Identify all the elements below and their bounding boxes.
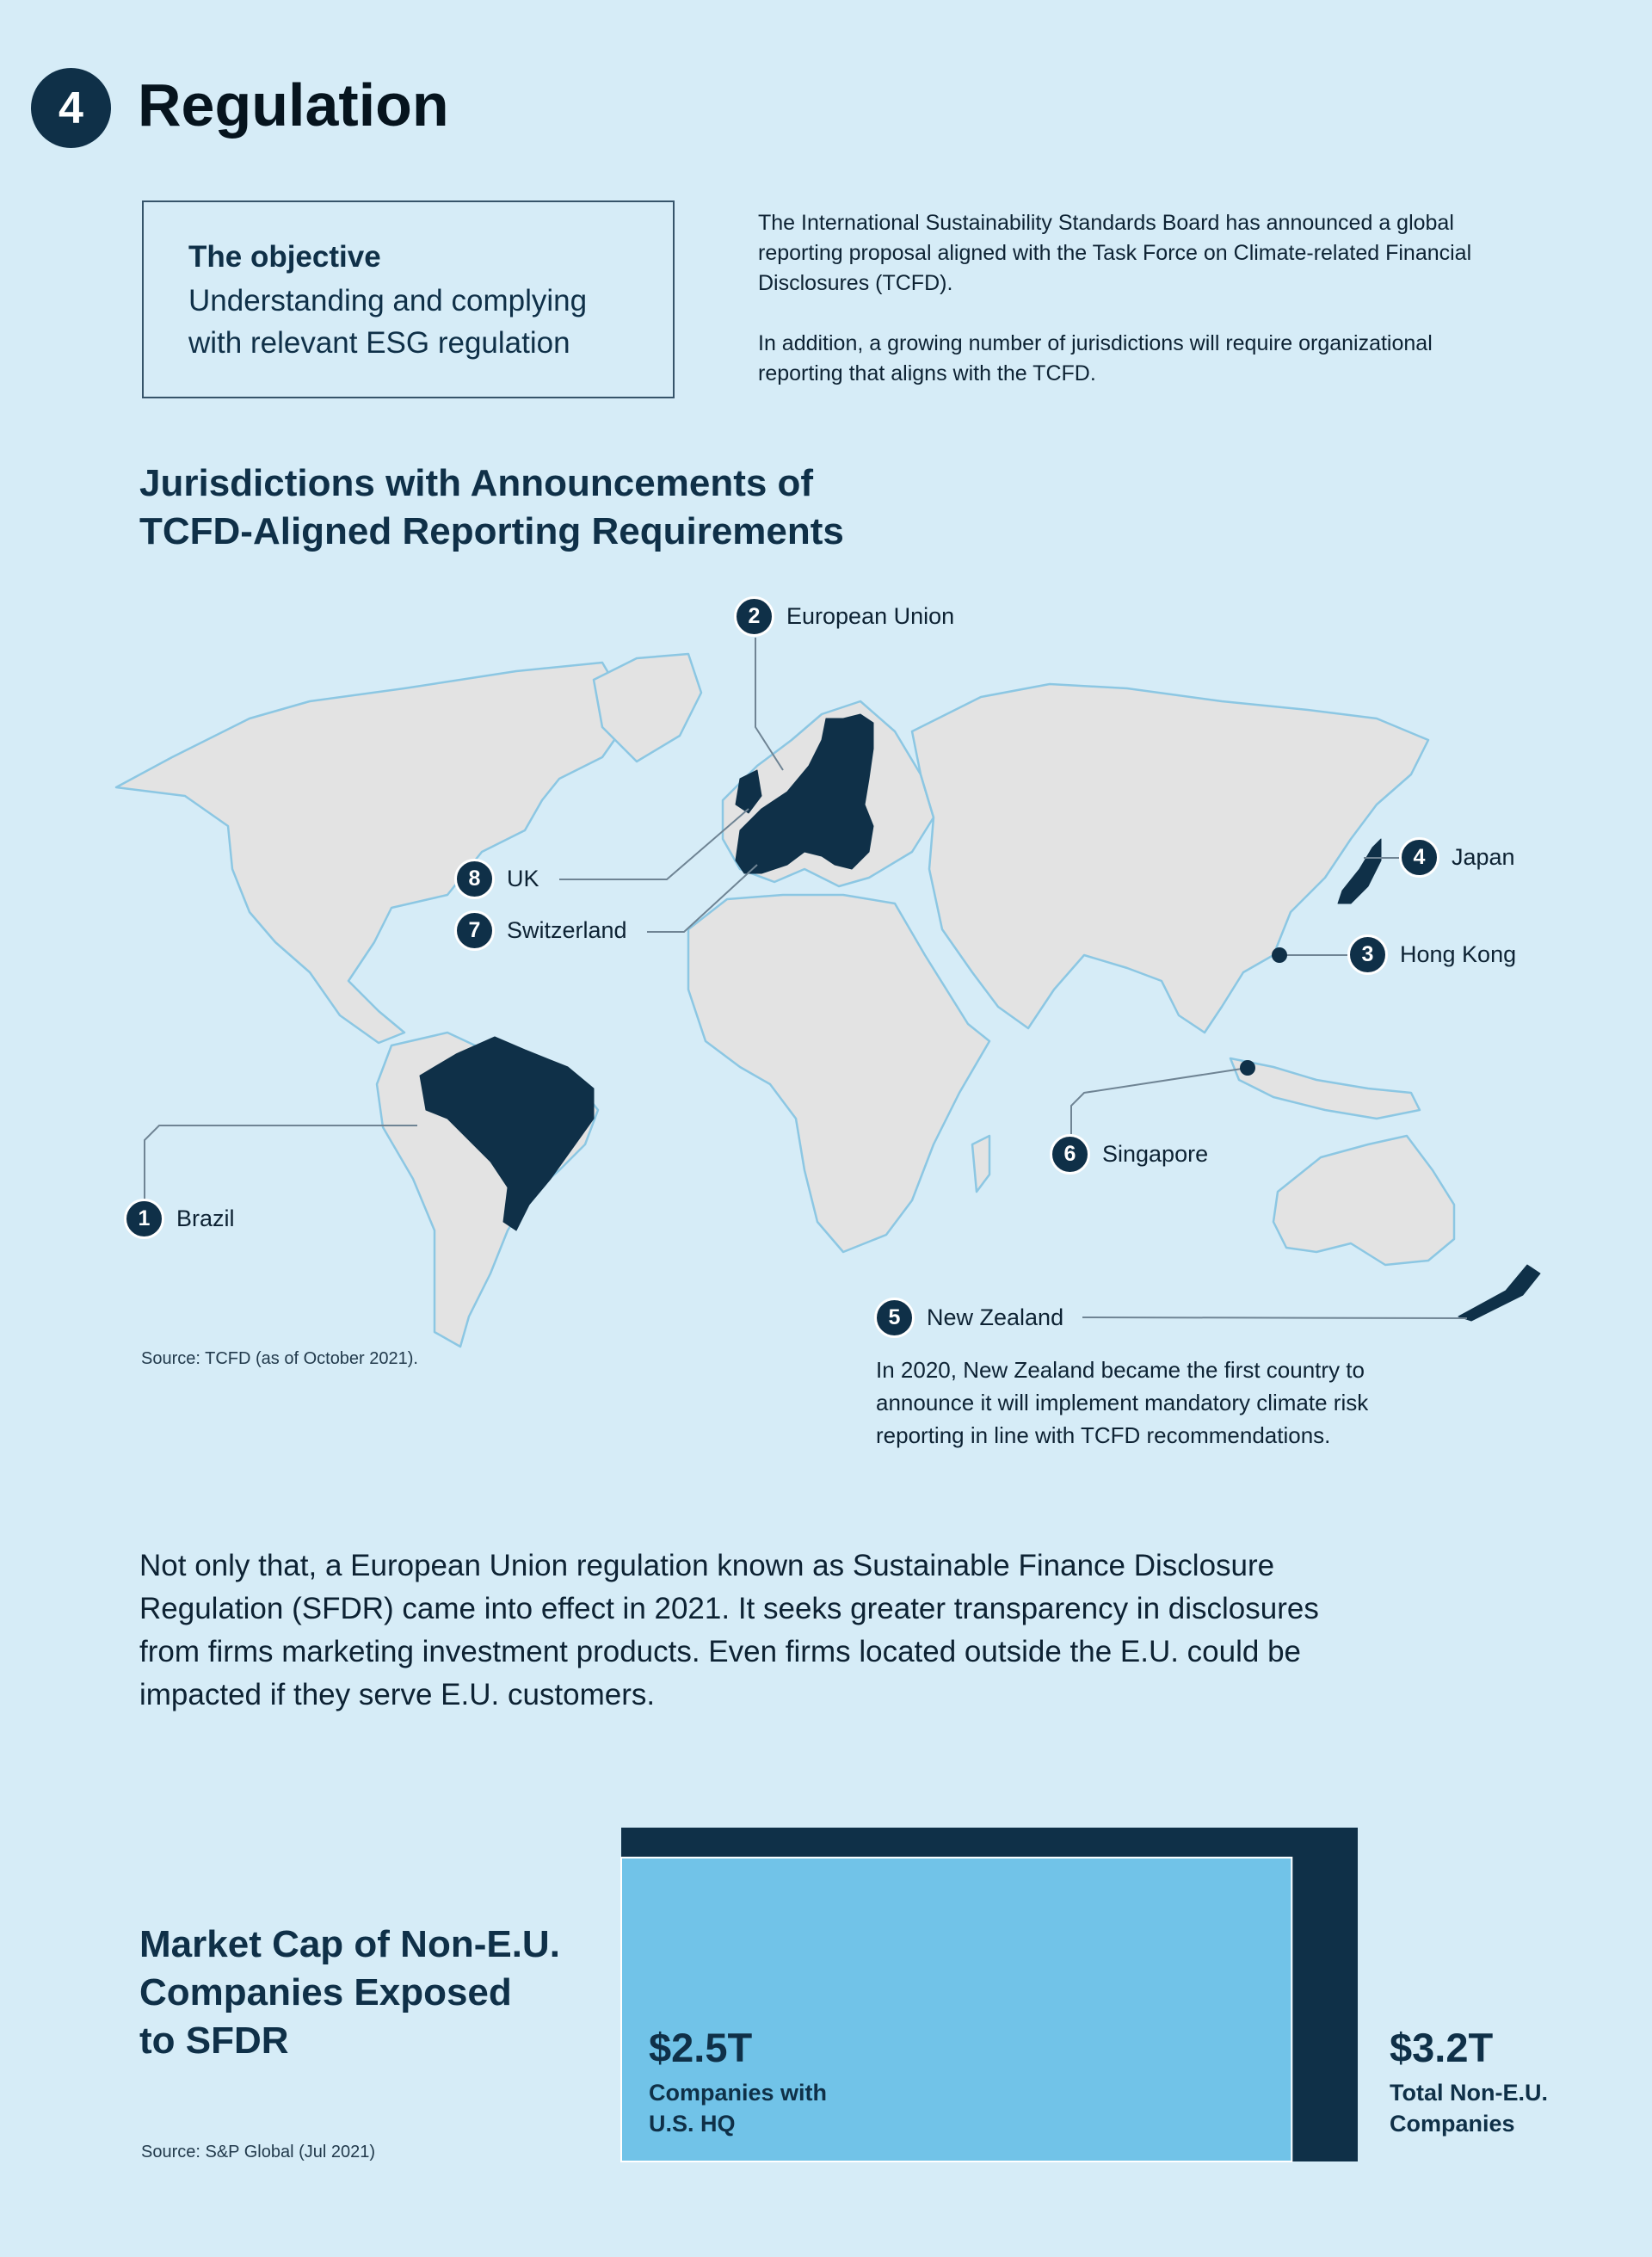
us-hq-caption: Companies with U.S. HQ <box>649 2080 828 2137</box>
callout-label: UK <box>507 866 539 891</box>
callout-number: 8 <box>454 859 495 899</box>
callout-number: 7 <box>454 910 495 951</box>
callout-number: 1 <box>124 1199 164 1239</box>
objective-text: Understanding and complying with relevant ESG regulation <box>188 284 588 360</box>
new-zealand-note: In 2020, New Zealand became the first country to announce it will implement mandatory climate risk reporting in line with TCFD recommendations. <box>876 1357 1369 1448</box>
callout-number: 6 <box>1050 1134 1090 1175</box>
map-source: Source: TCFD (as of October 2021). <box>141 1349 418 1368</box>
objective-heading: The objective <box>188 240 381 274</box>
callout-number: 3 <box>1347 934 1388 975</box>
section-number-badge: 4 <box>31 68 111 148</box>
callout-label: Hong Kong <box>1400 941 1517 967</box>
callout-label: Brazil <box>176 1206 235 1231</box>
callout-label: Singapore <box>1102 1141 1209 1167</box>
callout-number: 5 <box>874 1298 915 1338</box>
total-value-label: $3.2T <box>1390 2025 1494 2070</box>
map-title: Jurisdictions with Announcements of TCFD-Aligned Reporting Requirements <box>139 462 844 552</box>
callout-label: Switzerland <box>507 917 627 943</box>
section-title: Regulation <box>138 71 449 139</box>
sfdr-paragraph: Not only that, a European Union regulation known as Sustainable Finance Disclosure Regulation (SFDR) came into effect in 2021. It seeks greater transparency in disclosures from firms marketing investment products. Even firms located outside the E.U. could be impacted if they serve E.U. customers. <box>139 1549 1319 1711</box>
chart-title: Market Cap of Non-E.U. Companies Exposed to SFDR <box>139 1923 560 2062</box>
us-hq-value-label: $2.5T <box>649 2025 753 2070</box>
total-caption: Total Non-E.U. Companies <box>1390 2080 1548 2137</box>
callout-label: New Zealand <box>927 1304 1064 1330</box>
chart-source: Source: S&P Global (Jul 2021) <box>141 2143 376 2161</box>
callout-label: European Union <box>786 603 955 629</box>
intro-paragraph: In addition, a growing number of jurisdictions will require organizational reporting that aligns with the TCFD. <box>758 331 1433 385</box>
callout-number: 4 <box>1399 837 1439 878</box>
callout-number: 2 <box>734 596 774 637</box>
intro-paragraph: The International Sustainability Standards Board has announced a global reporting proposal aligned with the Task Force on Climate-related Financial Disclosures (TCFD). <box>758 211 1472 295</box>
callout-label: Japan <box>1452 844 1515 870</box>
